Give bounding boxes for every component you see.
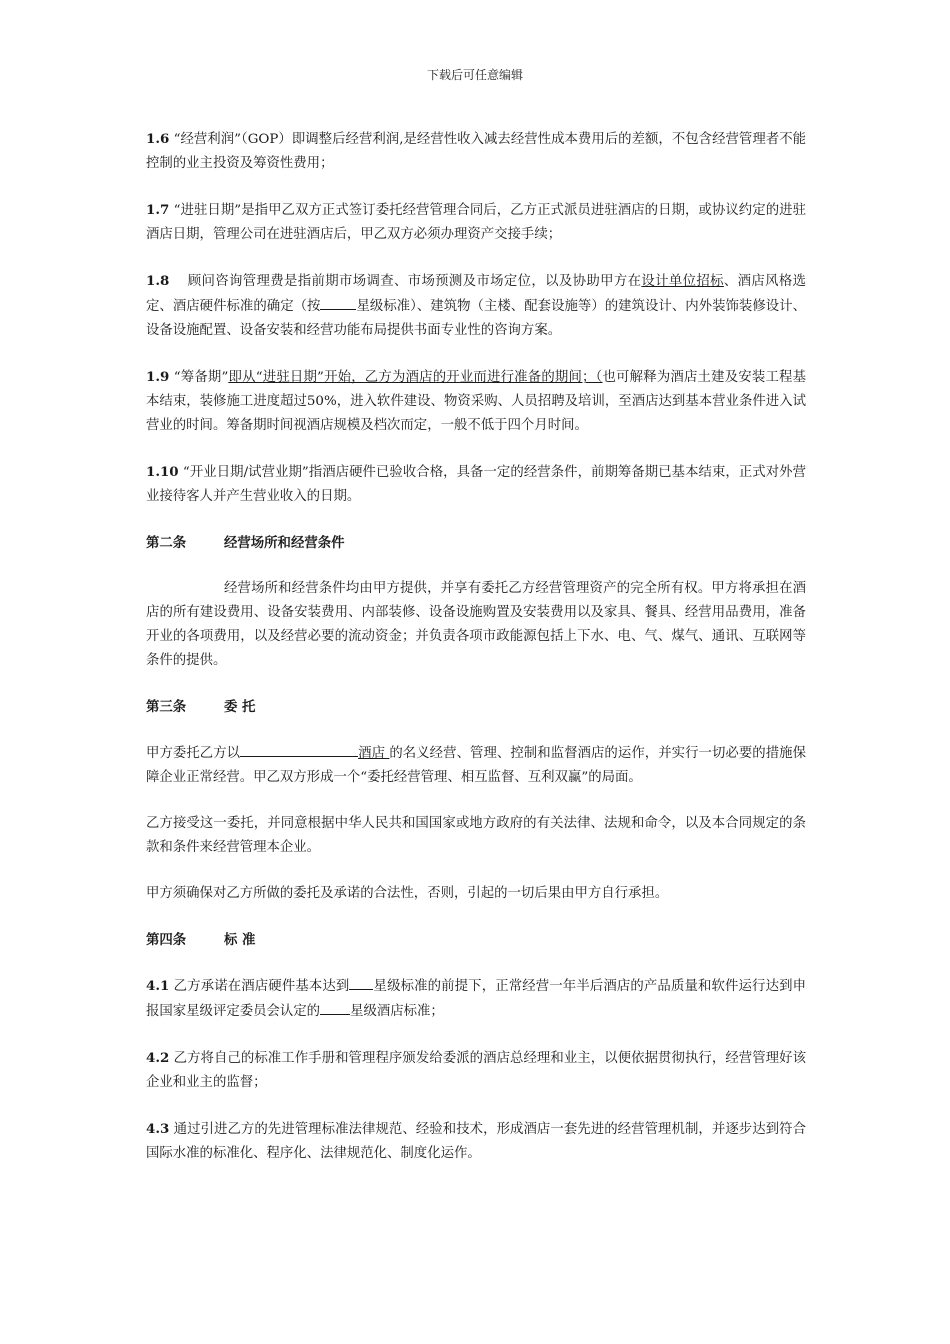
clause-text: 通过引进乙方的先进管理标准法律规范、经验和技术，形成酒店一套先进的经营管理机制，并逐步达到符合国际水准的标准化、程序化、法律规范化、制度化运作。 bbox=[146, 1122, 806, 1161]
article-label: 第三条 bbox=[146, 699, 187, 715]
fill-in-blank bbox=[320, 294, 356, 310]
article-2-body: 经营场所和经营条件均由甲方提供，并享有委托乙方经营管理资产的完全所有权。甲方将承担在酒店的所有建设费用、设备安装费用、内部装修、设备设施购置及安装费用以及家具、餐具、经营用品费用，准备开业的各项费用，以及经营必要的流动资金；并负责各项市政能源包括上下水、电、气、煤气、通讯、互联网等条件的提供。 bbox=[146, 581, 806, 668]
clause-text: “开业日期/试营业期”指酒店硬件已验收合格，具备一定的经营条件，前期筹备期已基本结束，正式对外营业接待客人并产生营业收入的日期。 bbox=[146, 465, 806, 504]
article-label: 第二条 bbox=[146, 535, 187, 551]
clause-4-3 bbox=[146, 1117, 806, 1166]
clause-number: 4.2 bbox=[146, 1050, 170, 1066]
clause-1-9 bbox=[146, 365, 806, 438]
clause-1-7 bbox=[146, 198, 806, 247]
clause-text: 星级酒店标准； bbox=[350, 1004, 444, 1019]
article-label: 第四条 bbox=[146, 932, 187, 948]
article-3-paragraph-2: 乙方接受这一委托，并同意根据中华人民共和国国家或地方政府的有关法律、法规和命令，以及本合同规定的条款和条件来经营管理本企业。 bbox=[146, 816, 806, 855]
clause-number: 1.6 bbox=[146, 131, 170, 147]
article-2-heading bbox=[146, 531, 806, 555]
clause-text: 乙方承诺在酒店硬件基本达到 bbox=[169, 979, 350, 994]
fill-in-blank bbox=[320, 999, 350, 1015]
clause-text: “经营利润”（GOP）即调整后经营利润,是经营性收入减去经营性成本费用后的差额，不包含经营管理者不能控制的业主投资及筹资性费用； bbox=[146, 132, 806, 171]
paragraph-text: 甲方委托乙方以 bbox=[146, 746, 241, 761]
clause-text: 星级标准的前提下，正常经营一年半后酒店的产品质量和软件运行达到申报国家星级评定委员会认定的 bbox=[146, 979, 806, 1019]
fill-in-blank bbox=[240, 741, 358, 757]
fill-in-blank bbox=[349, 974, 373, 990]
clause-4-2 bbox=[146, 1046, 806, 1095]
clause-text: 乙方将自己的标准工作手册和管理程序颁发给委派的酒店总经理和业主，以便依据贯彻执行，经营管理好该企业和业主的监督； bbox=[146, 1051, 806, 1090]
clause-1-10 bbox=[146, 460, 806, 509]
clause-text: “进驻日期”是指甲乙双方正式签订委托经营管理合同后，乙方正式派员进驻酒店的日期，或协议约定的进驻酒店日期，管理公司在进驻酒店后，甲乙双方必须办理资产交接手续； bbox=[146, 203, 806, 242]
clause-number: 1.9 bbox=[146, 369, 170, 385]
underlined-text: 设计单位招标 bbox=[641, 274, 724, 289]
article-title: 经营场所和经营条件 bbox=[224, 535, 345, 551]
clause-text: 星级标准）、建筑物（主楼、配套设施等）的建筑设计、内外装饰装修设计、设备设施配置、设备安装和经营功能布局提供书面专业性的咨询方案。 bbox=[146, 299, 806, 338]
clause-1-6 bbox=[146, 127, 806, 176]
paragraph-text: 的名义经营、管理、控制和监督酒店的运作，并实行一切必要的措施保障企业正常经营。甲乙双方形成一个“委托经营管理、相互监督、互利双赢”的局面。 bbox=[146, 746, 807, 785]
underlined-text: 酒店 bbox=[358, 746, 390, 761]
clause-1-8 bbox=[146, 269, 806, 343]
article-title: 委 托 bbox=[224, 699, 256, 715]
clause-number: 4.3 bbox=[146, 1121, 170, 1137]
document-body bbox=[146, 127, 806, 1188]
clause-text: “筹备期” bbox=[169, 370, 229, 385]
clause-number: 1.8 bbox=[146, 273, 170, 289]
article-3-paragraph-3: 甲方须确保对乙方所做的委托及承诺的合法性，否则，引起的一切后果由甲方自行承担。 bbox=[146, 886, 669, 901]
article-3-paragraph-1 bbox=[146, 741, 806, 790]
clause-4-1 bbox=[146, 974, 806, 1024]
article-3-heading bbox=[146, 695, 806, 719]
article-4-heading bbox=[146, 928, 806, 952]
clause-number: 1.7 bbox=[146, 202, 170, 218]
clause-number: 4.1 bbox=[146, 978, 170, 994]
clause-number: 1.10 bbox=[146, 464, 179, 480]
clause-text: 也可解释为酒店土建及安装工程基本结束，装修施工进度超过50%，进入软件建设、物资采购、人员招聘及培训，至酒店达到基本营业条件进入试营业的时间。筹备期时间视酒店规模及档次而定，一般不低于四个月时间。 bbox=[146, 370, 806, 433]
article-title: 标 准 bbox=[224, 932, 256, 948]
clause-text: 顾问咨询管理费是指前期市场调查、市场预测及市场定位，以及协助甲方在 bbox=[169, 274, 642, 289]
page-header: 下载后可任意编辑 bbox=[426, 68, 523, 82]
underlined-text: 即从“进驻日期”开始，乙方为酒店的开业而进行准备的期间；（ bbox=[228, 370, 603, 385]
clause-text: 、酒店风格选定、酒店硬件标准的确定（按 bbox=[146, 274, 806, 314]
